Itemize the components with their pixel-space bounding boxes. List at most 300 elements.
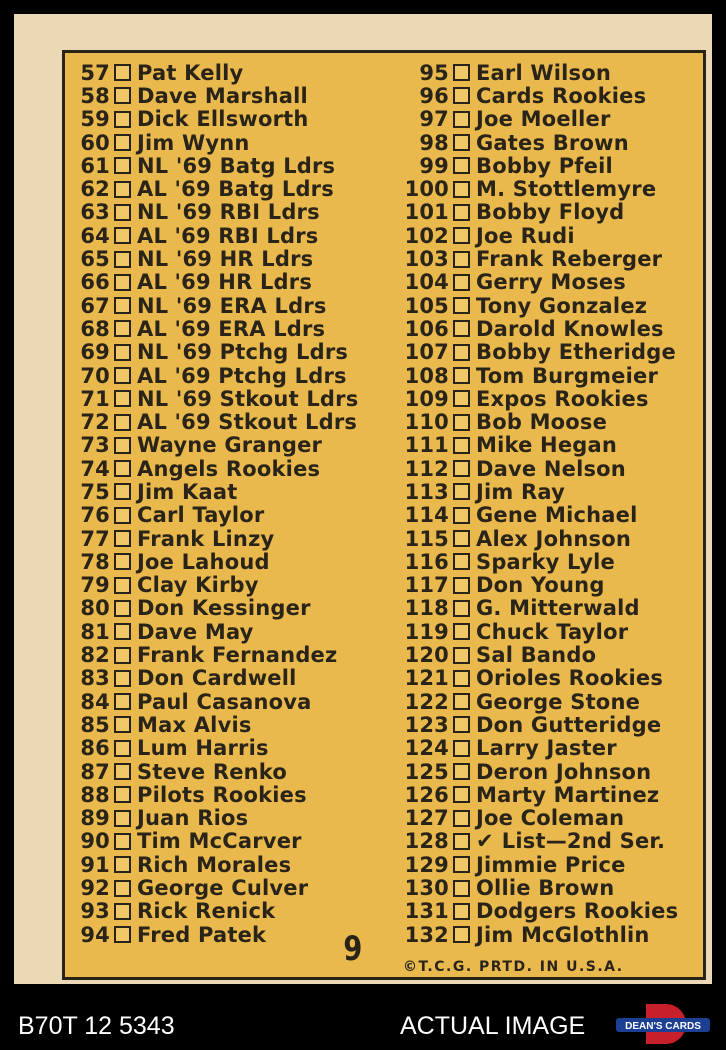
player-name: Rich Morales: [137, 852, 292, 877]
checkbox[interactable]: [114, 111, 131, 128]
checkbox[interactable]: [114, 483, 131, 500]
card-number-label: 104: [404, 270, 449, 295]
player-name: Paul Casanova: [137, 689, 312, 714]
card-number-label: 84: [80, 689, 110, 714]
player-name: Gene Michael: [476, 503, 638, 528]
checklist-row: [397, 341, 678, 364]
checkbox[interactable]: [114, 320, 131, 337]
card-number-label: 99: [419, 153, 449, 178]
player-name: Dodgers Rookies: [476, 899, 679, 924]
checkbox[interactable]: [453, 810, 470, 827]
card-number-label: 103: [404, 247, 449, 272]
player-name: Dick Ellsworth: [137, 107, 309, 132]
checklist-row: [73, 527, 358, 550]
player-name: Bob Moose: [476, 410, 608, 435]
card-number-label: 57: [80, 60, 110, 85]
checklist-card: [62, 50, 706, 980]
checklist-row: [397, 527, 678, 550]
checklist-row: [397, 667, 678, 690]
checkbox[interactable]: [453, 157, 470, 174]
checklist-row: [73, 923, 358, 946]
card-number-label: 92: [80, 876, 110, 901]
checkbox[interactable]: [114, 390, 131, 407]
checklist-row: [73, 807, 358, 830]
checkbox[interactable]: [114, 64, 131, 81]
checklist-right-column: [397, 61, 678, 946]
player-name: Lum Harris: [137, 736, 269, 761]
player-name: Orioles Rookies: [476, 666, 664, 691]
checklist-left-column: [73, 61, 358, 946]
player-name: AL '69 HR Ldrs: [137, 270, 313, 295]
card-number-label: 73: [80, 433, 110, 458]
checkbox[interactable]: [453, 437, 470, 454]
card-number-label: 60: [80, 130, 110, 155]
player-name: Earl Wilson: [476, 60, 612, 85]
player-name: Sparky Lyle: [476, 549, 615, 574]
checklist-row: [397, 247, 678, 270]
checkbox[interactable]: [114, 181, 131, 198]
player-name: Mike Hegan: [476, 433, 618, 458]
checkbox[interactable]: [453, 507, 470, 524]
checklist-row: [73, 457, 358, 480]
checkbox[interactable]: [114, 274, 131, 291]
checklist-row: [73, 61, 358, 84]
checklist-row: [73, 224, 358, 247]
checklist-row: [397, 853, 678, 876]
checkbox[interactable]: [453, 483, 470, 500]
card-number-label: 124: [404, 736, 449, 761]
player-name: Don Young: [476, 573, 605, 598]
checklist-row: [397, 177, 678, 200]
card-number-label: 101: [404, 200, 449, 225]
checklist-row: [397, 574, 678, 597]
checkbox[interactable]: [114, 880, 131, 897]
card-number-label: 100: [404, 177, 449, 202]
checklist-row: [397, 923, 678, 946]
card-number-label: 111: [404, 433, 449, 458]
checkbox[interactable]: [114, 134, 131, 151]
checklist-row: [397, 410, 678, 433]
card-number-label: 98: [419, 130, 449, 155]
player-name: Wayne Granger: [137, 433, 323, 458]
checkmark-icon: ✔: [476, 829, 494, 854]
logo-text: DEAN'S CARDS: [625, 1021, 701, 1032]
checklist-row: [397, 271, 678, 294]
card-number-label: 119: [404, 619, 449, 644]
card-number-label: 130: [404, 876, 449, 901]
checklist-row: [73, 504, 358, 527]
card-number-label: 126: [404, 782, 449, 807]
checklist-row: [397, 480, 678, 503]
player-name: Expos Rookies: [476, 386, 649, 411]
player-name: Tony Gonzalez: [476, 293, 648, 318]
player-name: Bobby Pfeil: [476, 153, 613, 178]
checkbox[interactable]: [453, 577, 470, 594]
checkbox[interactable]: [453, 600, 470, 617]
checklist-row: [397, 900, 678, 923]
player-name: Chuck Taylor: [476, 619, 629, 644]
card-number-label: 108: [404, 363, 449, 388]
checkbox[interactable]: [453, 181, 470, 198]
checklist-row: [73, 294, 358, 317]
player-name: Joe Moeller: [476, 107, 611, 132]
player-name: AL '69 Stkout Ldrs: [137, 410, 358, 435]
player-name: George Stone: [476, 689, 641, 714]
checkbox[interactable]: [453, 553, 470, 570]
checklist-row: [397, 760, 678, 783]
card-number-label: 65: [80, 247, 110, 272]
checkbox[interactable]: [453, 390, 470, 407]
player-name: Don Kessinger: [137, 596, 311, 621]
card-number-label: 96: [419, 83, 449, 108]
checkbox[interactable]: [114, 437, 131, 454]
card-number-label: 112: [404, 456, 449, 481]
checkbox[interactable]: [453, 763, 470, 780]
checkbox[interactable]: [453, 786, 470, 803]
checkbox[interactable]: [114, 577, 131, 594]
card-number-label: 70: [80, 363, 110, 388]
player-name: Bobby Etheridge: [476, 340, 676, 365]
card-number-label: 67: [80, 293, 110, 318]
checklist-row: [73, 480, 358, 503]
checklist-row: [397, 201, 678, 224]
player-name: Frank Fernandez: [137, 643, 338, 668]
card-number-label: 122: [404, 689, 449, 714]
card-number-label: 75: [80, 480, 110, 504]
player-name: AL '69 Ptchg Ldrs: [137, 363, 347, 388]
card-number-label: 86: [80, 736, 110, 761]
checkbox[interactable]: [114, 87, 131, 104]
checklist-row: [73, 410, 358, 433]
card-number-label: 66: [80, 270, 110, 295]
checkbox[interactable]: [114, 786, 131, 803]
card-number-label: 90: [80, 829, 110, 854]
checkbox[interactable]: [114, 251, 131, 268]
player-name: Jim Wynn: [137, 130, 250, 155]
player-name: M. Stottlemyre: [476, 177, 657, 202]
player-name: Rick Renick: [137, 899, 276, 924]
checklist-row: [73, 247, 358, 270]
checkbox[interactable]: [114, 833, 131, 850]
checklist-row: [397, 550, 678, 573]
card-number-label: 82: [80, 643, 110, 668]
checkbox[interactable]: [114, 693, 131, 710]
card-number-label: 117: [404, 573, 449, 598]
player-name: Frank Reberger: [476, 247, 663, 272]
player-name: NL '69 Batg Ldrs: [137, 153, 336, 178]
checkbox[interactable]: [453, 647, 470, 664]
checkbox[interactable]: [453, 134, 470, 151]
player-name: Dave May: [137, 619, 254, 644]
card-number-label: 68: [80, 316, 110, 341]
card-number-label: 129: [404, 852, 449, 877]
checklist-row: [397, 876, 678, 899]
player-name: Tom Burgmeier: [476, 363, 659, 388]
checkbox[interactable]: [453, 87, 470, 104]
card-number-label: 110: [404, 410, 449, 435]
checklist-row: [397, 504, 678, 527]
player-name: NL '69 HR Ldrs: [137, 247, 314, 272]
checklist-row: [397, 387, 678, 410]
player-name: Dave Nelson: [476, 456, 626, 481]
player-name: AL '69 Batg Ldrs: [137, 177, 334, 202]
card-number-label: 105: [404, 293, 449, 318]
checklist-row: [73, 317, 358, 340]
checklist-row: [73, 177, 358, 200]
player-name: Joe Lahoud: [137, 549, 270, 574]
player-name: Don Gutteridge: [476, 712, 662, 737]
checklist-row: [73, 574, 358, 597]
checklist-row: [73, 271, 358, 294]
card-number-label: 114: [404, 503, 449, 528]
checkbox[interactable]: [114, 507, 131, 524]
checklist-row: [73, 783, 358, 806]
checkbox[interactable]: [453, 251, 470, 268]
checkbox[interactable]: [453, 414, 470, 431]
card-number-label: 97: [419, 107, 449, 132]
card-number-label: 83: [80, 666, 110, 691]
player-name: Jim Ray: [476, 480, 565, 504]
checklist-row: [73, 84, 358, 107]
checklist-row: [73, 620, 358, 643]
checkbox[interactable]: [114, 553, 131, 570]
checklist-row: [73, 853, 358, 876]
card-number-label: 63: [80, 200, 110, 225]
player-name: AL '69 RBI Ldrs: [137, 223, 319, 248]
checkbox[interactable]: [453, 903, 470, 920]
checkbox[interactable]: [114, 763, 131, 780]
checklist-row: [397, 783, 678, 806]
player-name: Gates Brown: [476, 130, 629, 155]
checklist-row: [397, 807, 678, 830]
checklist-row: [73, 201, 358, 224]
checkbox[interactable]: [114, 344, 131, 361]
checkbox[interactable]: [453, 460, 470, 477]
checklist-row: [73, 900, 358, 923]
card-number: 9: [343, 929, 363, 969]
player-name: AL '69 ERA Ldrs: [137, 316, 326, 341]
checklist-row: [397, 224, 678, 247]
checkbox[interactable]: [114, 740, 131, 757]
card-number-label: 76: [80, 503, 110, 528]
player-name: NL '69 Ptchg Ldrs: [137, 340, 349, 365]
card-number-label: 71: [80, 386, 110, 411]
card-number-label: 123: [404, 712, 449, 737]
checklist-row: [73, 364, 358, 387]
player-name: Darold Knowles: [476, 316, 664, 341]
checklist-row: [397, 131, 678, 154]
checkbox[interactable]: [114, 903, 131, 920]
player-name: NL '69 ERA Ldrs: [137, 293, 327, 318]
card-number-label: 61: [80, 153, 110, 178]
checkbox[interactable]: [453, 367, 470, 384]
checkbox[interactable]: [114, 530, 131, 547]
player-name: Don Cardwell: [137, 666, 297, 691]
card-number-label: 87: [80, 759, 110, 784]
player-name: Dave Marshall: [137, 83, 308, 108]
player-name: List—2nd Ser.: [501, 829, 666, 854]
player-name: George Culver: [137, 876, 309, 901]
checklist-row: [73, 550, 358, 573]
card-number-label: 88: [80, 782, 110, 807]
player-name: NL '69 Stkout Ldrs: [137, 386, 359, 411]
checklist-row: [73, 690, 358, 713]
player-name: Max Alvis: [137, 712, 252, 737]
card-number-label: 109: [404, 386, 449, 411]
checklist-row: [73, 434, 358, 457]
checkbox[interactable]: [114, 647, 131, 664]
card-number-label: 102: [404, 223, 449, 248]
checklist-row: [73, 597, 358, 620]
player-name: Clay Kirby: [137, 573, 259, 598]
card-number-label: 94: [80, 922, 110, 947]
player-name: Carl Taylor: [137, 503, 265, 528]
player-name: Cards Rookies: [476, 83, 647, 108]
card-number-label: 79: [80, 573, 110, 598]
player-name: Gerry Moses: [476, 270, 626, 295]
checkbox[interactable]: [114, 810, 131, 827]
checkbox[interactable]: [453, 880, 470, 897]
card-number-label: 89: [80, 806, 110, 831]
card-number-label: 69: [80, 340, 110, 365]
checklist-row: [397, 620, 678, 643]
checkbox[interactable]: [453, 856, 470, 873]
checkbox[interactable]: [114, 670, 131, 687]
checkbox[interactable]: [453, 297, 470, 314]
player-name: Larry Jaster: [476, 736, 617, 761]
checklist-row: [73, 643, 358, 666]
player-name: Joe Coleman: [476, 806, 625, 831]
card-number-label: 77: [80, 526, 110, 551]
checklist-row: [73, 830, 358, 853]
card-number-label: 59: [80, 107, 110, 132]
card-number-label: 74: [80, 456, 110, 481]
checkbox[interactable]: [114, 297, 131, 314]
checklist-row: [397, 154, 678, 177]
checklist-row: [73, 876, 358, 899]
card-number-label: 80: [80, 596, 110, 621]
checkbox[interactable]: [114, 856, 131, 873]
checklist-row: [73, 667, 358, 690]
player-name: Frank Linzy: [137, 526, 275, 551]
checkbox[interactable]: [114, 600, 131, 617]
player-name: Joe Rudi: [476, 223, 575, 248]
card-number-label: 113: [404, 480, 449, 504]
checklist-row: [397, 317, 678, 340]
card-number-label: 93: [80, 899, 110, 924]
checkbox[interactable]: [114, 716, 131, 733]
player-name: G. Mitterwald: [476, 596, 640, 621]
actual-image-label: ACTUAL IMAGE: [400, 1012, 586, 1040]
player-name: Jim McGlothlin: [476, 922, 650, 947]
checkbox[interactable]: [453, 693, 470, 710]
card-number-label: 107: [404, 340, 449, 365]
card-number-label: 131: [404, 899, 449, 924]
checklist-row: [397, 108, 678, 131]
player-name: Pilots Rookies: [137, 782, 307, 807]
checklist-row: [397, 690, 678, 713]
card-number-label: 116: [404, 549, 449, 574]
checklist-row: [73, 341, 358, 364]
checklist-row: [73, 713, 358, 736]
copyright-line: ©T.C.G. PRTD. IN U.S.A.: [403, 959, 624, 975]
player-name: Angels Rookies: [137, 456, 321, 481]
checklist-row: [73, 737, 358, 760]
checkbox[interactable]: [453, 670, 470, 687]
card-number-label: 128: [404, 829, 449, 854]
checklist-row: [397, 61, 678, 84]
checklist-row: [73, 154, 358, 177]
player-name: NL '69 RBI Ldrs: [137, 200, 320, 225]
player-name: Jimmie Price: [476, 852, 626, 877]
player-name: Marty Martinez: [476, 782, 660, 807]
checklist-row: [397, 597, 678, 620]
checkbox[interactable]: [114, 926, 131, 943]
card-number-label: 62: [80, 177, 110, 202]
cert-number: B70T 12 5343: [18, 1012, 175, 1040]
checkbox[interactable]: [453, 274, 470, 291]
checkbox[interactable]: [453, 227, 470, 244]
checklist-row: [397, 713, 678, 736]
checkbox[interactable]: [453, 344, 470, 361]
checkbox[interactable]: [114, 460, 131, 477]
card-number-label: 58: [80, 83, 110, 108]
card-number-label: 121: [404, 666, 449, 691]
deans-cards-logo: [614, 1002, 712, 1046]
checklist-row: [397, 84, 678, 107]
card-number-label: 125: [404, 759, 449, 784]
checkbox[interactable]: [453, 716, 470, 733]
checkbox[interactable]: [114, 227, 131, 244]
checkbox[interactable]: [114, 204, 131, 221]
player-name: Jim Kaat: [137, 480, 238, 504]
card-number-label: 118: [404, 596, 449, 621]
checkbox[interactable]: [114, 414, 131, 431]
checkbox[interactable]: [453, 623, 470, 640]
checkbox[interactable]: [114, 367, 131, 384]
player-name: Bobby Floyd: [476, 200, 625, 225]
checkbox[interactable]: [453, 530, 470, 547]
player-name: Deron Johnson: [476, 759, 652, 784]
checklist-row: [397, 434, 678, 457]
checklist-row: [397, 294, 678, 317]
checklist-row: [73, 387, 358, 410]
card-number-label: 81: [80, 619, 110, 644]
card-number-label: 127: [404, 806, 449, 831]
checkbox[interactable]: [114, 623, 131, 640]
card-number-label: 106: [404, 316, 449, 341]
card-number-label: 91: [80, 852, 110, 877]
checkbox[interactable]: [453, 204, 470, 221]
checkbox[interactable]: [114, 157, 131, 174]
checklist-row: [397, 830, 678, 853]
card-number-label: 115: [404, 526, 449, 551]
checkbox[interactable]: [453, 833, 470, 850]
player-name: Sal Bando: [476, 643, 597, 668]
checklist-row: [73, 760, 358, 783]
checkbox[interactable]: [453, 320, 470, 337]
checkbox[interactable]: [453, 740, 470, 757]
checkbox[interactable]: [453, 111, 470, 128]
checklist-row: [73, 131, 358, 154]
player-name: Tim McCarver: [137, 829, 302, 854]
checkbox[interactable]: [453, 926, 470, 943]
checkbox[interactable]: [453, 64, 470, 81]
player-name: Steve Renko: [137, 759, 288, 784]
player-name: Pat Kelly: [137, 60, 244, 85]
card-number-label: 64: [80, 223, 110, 248]
card-number-label: 120: [404, 643, 449, 668]
